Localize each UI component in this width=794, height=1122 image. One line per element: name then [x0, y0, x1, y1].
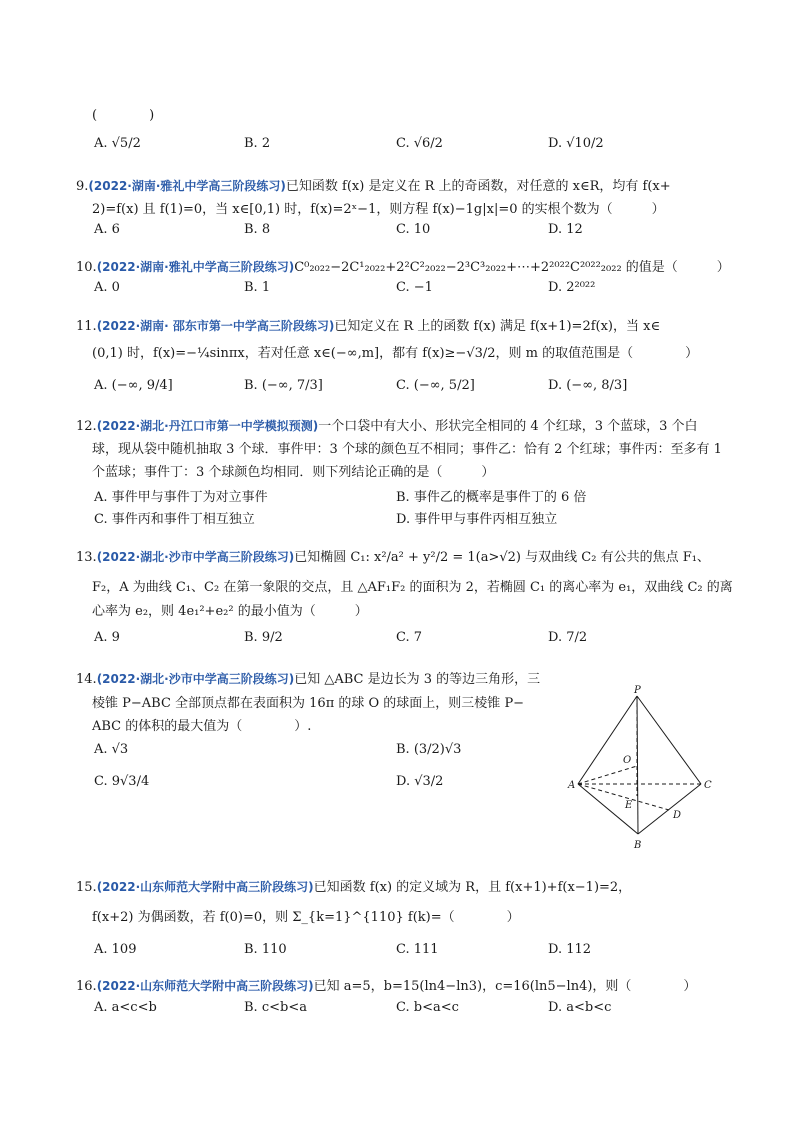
q12-option-d: D. 事件甲与事件丙相互独立: [396, 512, 558, 527]
q13-source: (2022·湖北·沙市中学高三阶段练习): [96, 550, 295, 564]
q16-source: (2022·山东师范大学附中高三阶段练习): [96, 979, 314, 993]
q16-option-c: C. b<a<c: [396, 1000, 459, 1015]
q13-option-c: C. 7: [396, 630, 423, 645]
q11-option-a: A. (−∞, 9/4]: [94, 378, 173, 393]
q14-option-d: D. √3/2: [396, 774, 444, 789]
label-c: C: [704, 780, 712, 791]
q11-line1: 已知定义在 R 上的函数 f(x) 满足 f(x+1)=2f(x)，当 x∈: [334, 319, 661, 334]
q14-options-row2: [94, 774, 514, 796]
q9-line1: 已知函数 f(x) 是定义在 R 上的奇函数，对任意的 x∈R，均有 f(x+: [285, 179, 671, 194]
q16-line1: 已知 a=5，b=15(ln4−ln3)，c=16(ln5−ln4)，则（ ）: [313, 979, 697, 994]
q16-option-a: A. a<c<b: [94, 1000, 157, 1015]
edge-pc: [637, 696, 701, 784]
q11-options: [94, 378, 714, 400]
segment-ao: [578, 766, 637, 784]
q13-number: 13.: [76, 550, 97, 565]
q14-line2: 棱锥 P−ABC 全部顶点都在表面积为 16π 的球 O 的球面上，则三棱锥 P−: [92, 696, 525, 711]
q12-source: (2022·湖北·丹江口市第一中学模拟预测): [96, 419, 319, 433]
q14-line1: 已知 △ABC 是边长为 3 的等边三角形，三: [294, 672, 541, 687]
q13-line2: F₂，A 为曲线 C₁、C₂ 在第一象限的交点，且 △AF₁F₂ 的面积为 2，若椭圆 C₁ 的离心率为 e₁，双曲线 C₂ 的离: [92, 580, 733, 595]
q10-option-c: C. −1: [396, 280, 433, 295]
segment-ad: [578, 784, 669, 810]
q9-options: [94, 222, 714, 244]
q11-option-d: D. (−∞, 8/3]: [548, 378, 628, 393]
label-p: P: [634, 685, 641, 696]
q13-line1: 已知椭圆 C₁: x²/a² + y²/2 = 1(a>√2) 与双曲线 C₂ 有公共的焦点 F₁、: [294, 550, 710, 565]
q12-number: 12.: [76, 419, 97, 434]
q14-option-b: B. (3/2)√3: [396, 742, 462, 757]
q9: [76, 175, 671, 194]
q9-option-d: D. 12: [548, 222, 583, 237]
label-e: E: [625, 800, 633, 811]
q10-option-a: A. 0: [94, 280, 120, 295]
q12-line3: 个蓝球；事件丁：3 个球颜色均相同．则下列结论正确的是（ ）: [92, 465, 495, 480]
q12-option-b: B. 事件乙的概率是事件丁的 6 倍: [396, 490, 587, 505]
q16-option-b: B. c<b<a: [244, 1000, 307, 1015]
q14-source: (2022·湖北·沙市中学高三阶段练习): [96, 672, 295, 686]
edge-pa: [578, 696, 637, 784]
q14-option-a: A. √3: [94, 742, 129, 757]
q16-option-d: D. a<b<c: [548, 1000, 612, 1015]
q8-option-c: C. √6/2: [396, 136, 443, 151]
q14: [76, 668, 540, 687]
q11-option-b: B. (−∞, 7/3]: [244, 378, 323, 393]
q15-line2: f(x+2) 为偶函数，若 f(0)=0，则 Σ_{k=1}^{110} f(k)=（ ）: [92, 910, 520, 925]
q14-options-row1: [94, 742, 514, 764]
q15-line1: 已知函数 f(x) 的定义域为 R，且 f(x+1)+f(x−1)=2，: [313, 880, 632, 895]
q13-option-a: A. 9: [94, 630, 120, 645]
q10: [76, 256, 730, 275]
q13-line3: 心率为 e₂，则 4e₁²+e₂² 的最小值为（ ）: [92, 604, 368, 619]
q12-option-a: A. 事件甲与事件丁为对立事件: [94, 490, 268, 505]
q14-line3: ABC 的体积的最大值为（ ）.: [92, 719, 312, 734]
q12-options-row1: [94, 486, 714, 508]
q9-number: 9.: [76, 179, 89, 194]
q10-options: [94, 280, 714, 302]
q11: [76, 315, 660, 334]
q16-number: 16.: [76, 979, 97, 994]
q14-option-c: C. 9√3/4: [94, 774, 150, 789]
q9-source: (2022·湖南·雅礼中学高三阶段练习): [88, 179, 286, 193]
q9-option-c: C. 10: [396, 222, 431, 237]
q9-option-a: A. 6: [94, 222, 120, 237]
q13-option-d: D. 7/2: [548, 630, 588, 645]
q13-option-b: B. 9/2: [244, 630, 283, 645]
q15-option-d: D. 112: [548, 942, 592, 957]
q10-line1: C⁰₂₀₂₂−2C¹₂₀₂₂+2²C²₂₀₂₂−2³C³₂₀₂₂+⋯+2²⁰²²C²⁰²²₂₀₂₂ 的值是（ ）: [294, 260, 730, 275]
q11-source: (2022·湖南· 邵东市第一中学高三阶段练习): [96, 319, 335, 333]
q12: [76, 415, 698, 434]
q16: [76, 975, 696, 994]
q12-line1: 一个口袋中有大小、形状完全相同的 4 个红球，3 个蓝球，3 个白: [318, 419, 698, 434]
q15-option-b: B. 110: [244, 942, 287, 957]
q11-number: 11.: [76, 319, 97, 334]
q12-options-row2: [94, 508, 714, 530]
q8-option-b: B. 2: [244, 136, 271, 151]
edge-cb: [638, 784, 701, 834]
q11-option-c: C. (−∞, 5/2]: [396, 378, 475, 393]
q15-option-c: C. 111: [396, 942, 439, 957]
q13-options: [94, 630, 714, 652]
q12-line2: 球，现从袋中随机抽取 3 个球．事件甲：3 个球的颜色互不相同；事件乙：恰有 2 个红球；事件丙：至多有 1: [92, 442, 722, 457]
q10-option-b: B. 1: [244, 280, 271, 295]
label-a: A: [568, 780, 576, 791]
q15-number: 15.: [76, 880, 97, 895]
q10-option-d: D. 2²⁰²²: [548, 280, 596, 295]
q11-line2: (0,1) 时，f(x)=−¼sinπx，若对任意 x∈(−∞,m]，都有 f(x)≥−√3/2，则 m 的取值范围是（ ）: [92, 346, 699, 361]
label-d: D: [673, 810, 682, 821]
q10-source: (2022·湖南·雅礼中学高三阶段练习): [96, 260, 295, 274]
q8-option-a: A. √5/2: [94, 136, 141, 151]
q12-option-c: C. 事件丙和事件丁相互独立: [94, 512, 255, 527]
q9-line2: 2)=f(x) 且 f(1)=0，当 x∈[0,1) 时，f(x)=2ˣ−1，则方程 f(x)−1g|x|=0 的实根个数为（ ）: [92, 202, 665, 217]
edge-pb: [637, 696, 638, 834]
label-b: B: [634, 840, 642, 851]
q10-number: 10.: [76, 260, 97, 275]
q8-stem-tail: ( ): [92, 108, 155, 123]
tetrahedron-figure: [556, 684, 726, 854]
q9-option-b: B. 8: [244, 222, 271, 237]
label-o: O: [623, 755, 632, 766]
q16-options: [94, 1000, 714, 1022]
q8-option-d: D. √10/2: [548, 136, 604, 151]
q15-source: (2022·山东师范大学附中高三阶段练习): [96, 880, 314, 894]
q15: [76, 876, 631, 895]
q14-number: 14.: [76, 672, 97, 687]
q8-options: [94, 136, 714, 158]
q15-options: [94, 942, 714, 964]
q13: [76, 546, 710, 565]
q15-option-a: A. 109: [94, 942, 137, 957]
